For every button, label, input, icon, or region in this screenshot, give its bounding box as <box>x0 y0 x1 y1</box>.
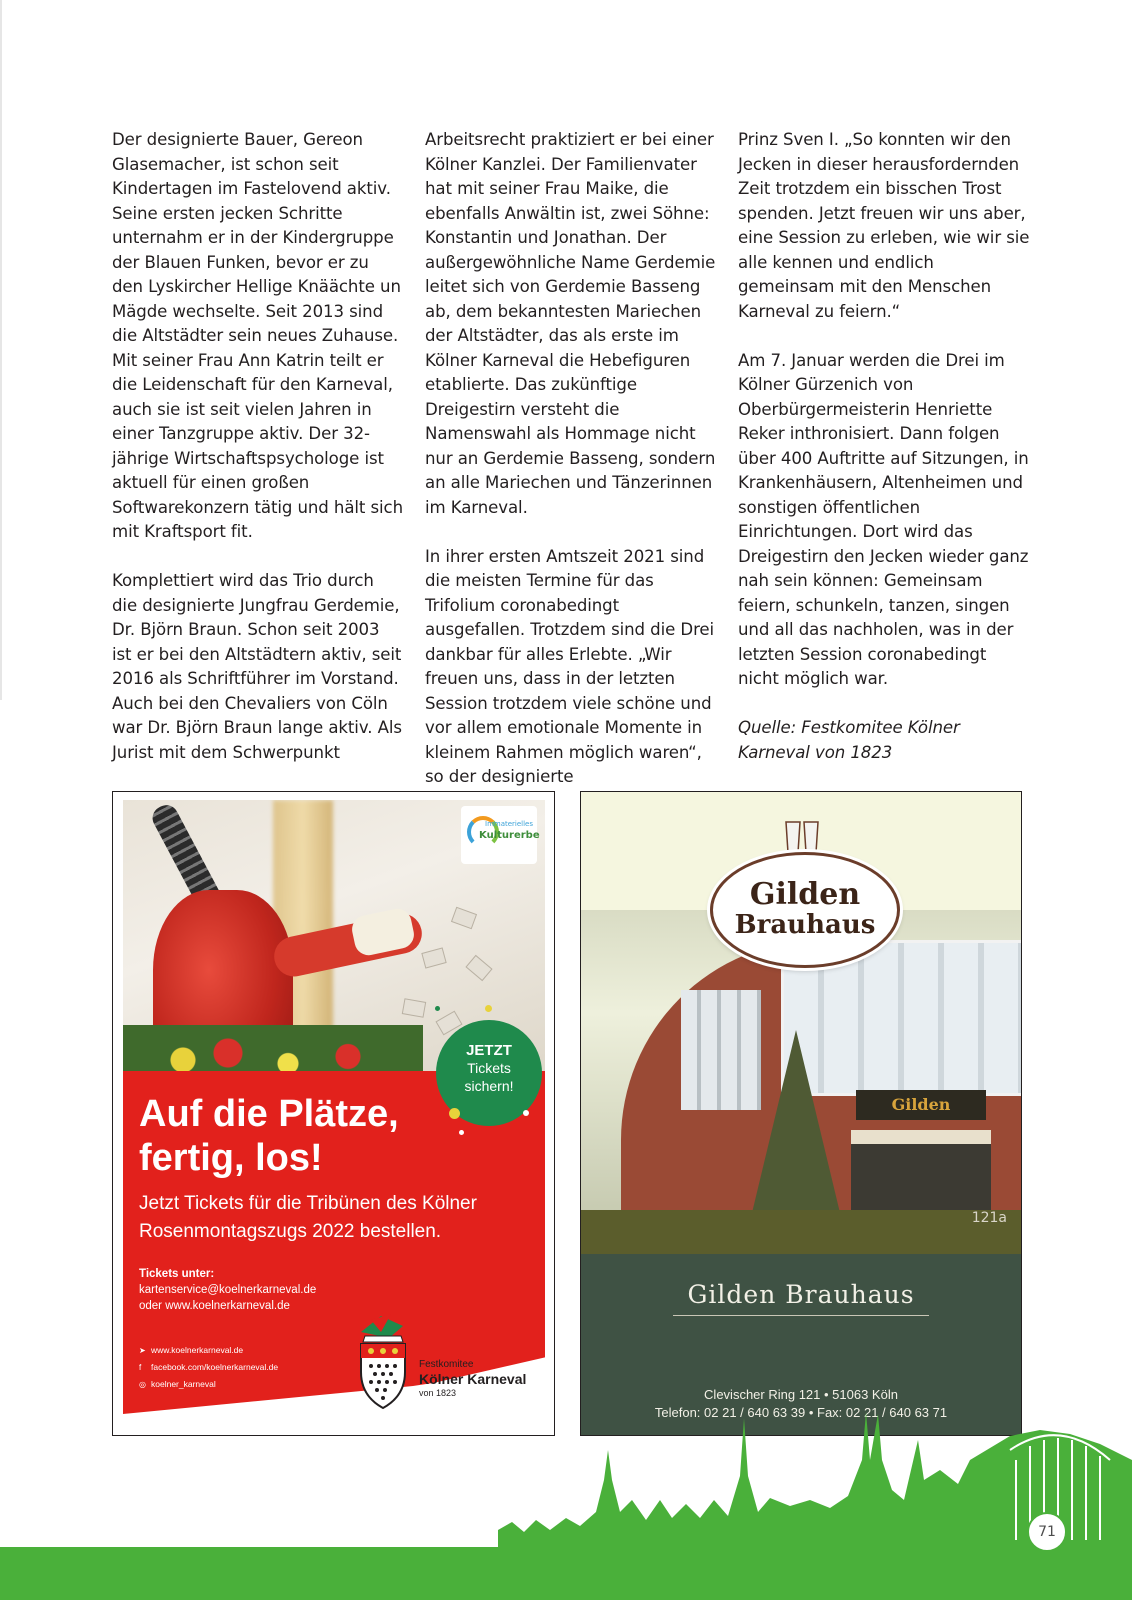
ticket-info <box>139 1266 316 1314</box>
flying-card <box>465 955 492 981</box>
subheadline-line: Rosenmontagszugs 2022 bestellen. <box>139 1221 442 1242</box>
social-instagram[interactable] <box>139 1376 278 1393</box>
house-number: 121a <box>971 1210 1007 1226</box>
kulturerbe-logo <box>461 806 540 864</box>
phone-fax: Telefon: 02 21 / 640 63 39 • Fax: 02 21 / 640 63 71 <box>654 1405 948 1420</box>
divider <box>673 1315 929 1316</box>
logo-text: Kulturerbe <box>479 830 540 841</box>
headline-line: Auf die Plätze, <box>139 1093 399 1135</box>
paragraph: Der designierte Bauer, Gereon Glasemacher, ist schon seit Kindertagen im Fastelovend aktiv. Seine ersten jecken Schritte unternahm er in der Kindergruppe der Blauen Funken, bevor er zu den Lyskircher Hellige Knäächte un Mägde wechselte. Seit 2013 sind die Altstädter sein neues Zuhause. Mit seiner Frau Ann Katrin teilt er die Leidenschaft für den Karneval, auch sie ist seit vielen Jahren in einer Tanzgruppe aktiv. Der 32-jährige Wirtschaftspsychologe ist aktuell für einen großen Softwarekonzern tätig und hält sich mit Kraftsport fit. <box>112 130 403 541</box>
festkomitee-name <box>419 1359 526 1399</box>
ad-subheadline <box>139 1190 539 1246</box>
text-column-2 <box>425 128 717 814</box>
page-edge-line <box>0 0 2 700</box>
tickets-email-link[interactable]: kartenservice@koelnerkarneval.de <box>139 1284 317 1296</box>
flying-card <box>402 998 426 1018</box>
paragraph: In ihrer ersten Amtszeit 2021 sind die meisten Termine für das Trifolium coronabedingt ausgefallen. Trotzdem sind die Drei dankbar für alles Erlebte. „Wir freuen uns, dass in der letzten Session trotzdem viele schöne und vor allem emotionale Momente in kleinem Rahmen möglich waren“, so der designierte <box>425 546 715 786</box>
social-links <box>139 1342 278 1393</box>
festkomitee-logo-icon <box>351 1312 413 1412</box>
org-line: Festkomitee <box>419 1359 474 1370</box>
source-credit: Quelle: Festkomitee Kölner Karneval von 1823 <box>738 718 960 762</box>
paragraph: Am 7. Januar werden die Drei im Kölner Gürzenich von Oberbürgermeisterin Henriette Reker inthronisiert. Dann folgen über 400 Auftritte auf Sitzungen, in Krankenhäusern, Altenheimen und sonstigen öffentlichen Einrichtungen. Dort wird das Dreigestirn den Jecken wieder ganz nah sein können: Gemeinsam feiern, schunkeln, tanzen, singen und all das nachholen, was in der letzten Session coronabedingt nicht möglich war. <box>738 350 1029 688</box>
paragraph: Prinz Sven I. „So konnten wir den Jecken in dieser herausfordernden Zeit trotzdem ein bisschen Trost spenden. Jetzt freuen wir uns aber, eine Session zu erleben, wie wir sie alle kennen und endlich gemeinsam mit den Menschen Karneval zu feiern.“ <box>738 130 1030 321</box>
gilden-brauhaus-ad[interactable] <box>580 791 1022 1436</box>
social-facebook-label: facebook.com/koelnerkarneval.de <box>151 1362 279 1372</box>
tickets-web-link[interactable]: oder www.koelnerkarneval.de <box>139 1300 290 1312</box>
subheadline-line: Jetzt Tickets für die Tribünen des Kölner <box>139 1193 477 1214</box>
social-facebook[interactable] <box>139 1359 278 1376</box>
page-number: 71 <box>1027 1512 1067 1552</box>
side-windows <box>681 990 761 1110</box>
address: Clevischer Ring 121 • 51063 Köln <box>704 1387 898 1402</box>
badge-line: Tickets <box>467 1060 511 1076</box>
social-web-label: www.koelnerkarneval.de <box>151 1345 244 1355</box>
badge-line: JETZT <box>466 1042 512 1059</box>
ad-headline <box>139 1092 469 1180</box>
paragraph: Arbeitsrecht praktiziert er bei einer Kölner Kanzlei. Der Familienvater hat mit seiner Frau Maike, die ebenfalls Anwältin ist, zwei Söhne: Konstantin und Jonathan. Der außergewöhnliche Name Gerdemie leitet sich von Gerdemie Basseng ab, dem bekanntesten Mariechen der Altstädter, das als erste im Kölner Karneval die Hebefiguren etablierte. Das zukünftige Dreigestirn versteht die Namenswahl als Hommage nicht nur an Gerdemie Basseng, sondern an alle Mariechen und Tänzerinnen im Karneval. <box>425 130 716 517</box>
paragraph: Komplettiert wird das Trio durch die designierte Jungfrau Gerdemie, Dr. Björn Braun. Schon seit 2003 ist er bei den Altstädtern aktiv, seit 2016 als Schriftführer im Vorstand. Auch bei den Chevaliers von Cöln war Dr. Björn Braun lange aktiv. Als Jurist mit dem Schwerpunkt <box>112 571 402 762</box>
facebook-icon: f <box>139 1363 142 1372</box>
flying-card <box>451 907 477 930</box>
cursor-icon: ➤ <box>139 1346 146 1355</box>
cologne-skyline <box>0 1400 1132 1600</box>
brauhaus-title: Gilden Brauhaus <box>687 1280 915 1309</box>
logo-line: Gilden <box>749 877 861 912</box>
tickets-label: Tickets unter: <box>139 1268 215 1280</box>
text-column-1 <box>112 128 404 790</box>
badge-line: sichern! <box>464 1078 514 1094</box>
confetti-dot <box>435 1006 440 1011</box>
logo-text-small: Immaterielles <box>485 820 534 828</box>
karneval-ticket-ad[interactable] <box>112 791 555 1436</box>
text-column-3 <box>738 128 1030 790</box>
instagram-icon: ◎ <box>139 1380 146 1389</box>
confetti-dot <box>523 1110 529 1116</box>
flying-card <box>421 947 446 968</box>
gilden-brauhaus-logo <box>710 852 900 968</box>
social-web[interactable] <box>139 1342 278 1359</box>
confetti-dot <box>485 1005 492 1012</box>
org-line: von 1823 <box>419 1388 457 1398</box>
facade-sign: Gilden <box>856 1090 986 1120</box>
headline-line: fertig, los! <box>139 1137 323 1179</box>
social-instagram-label: koelner_karneval <box>151 1379 216 1389</box>
org-line: Kölner Karneval <box>419 1371 527 1387</box>
hedge <box>581 1210 1021 1254</box>
logo-line: Brauhaus <box>734 910 876 940</box>
